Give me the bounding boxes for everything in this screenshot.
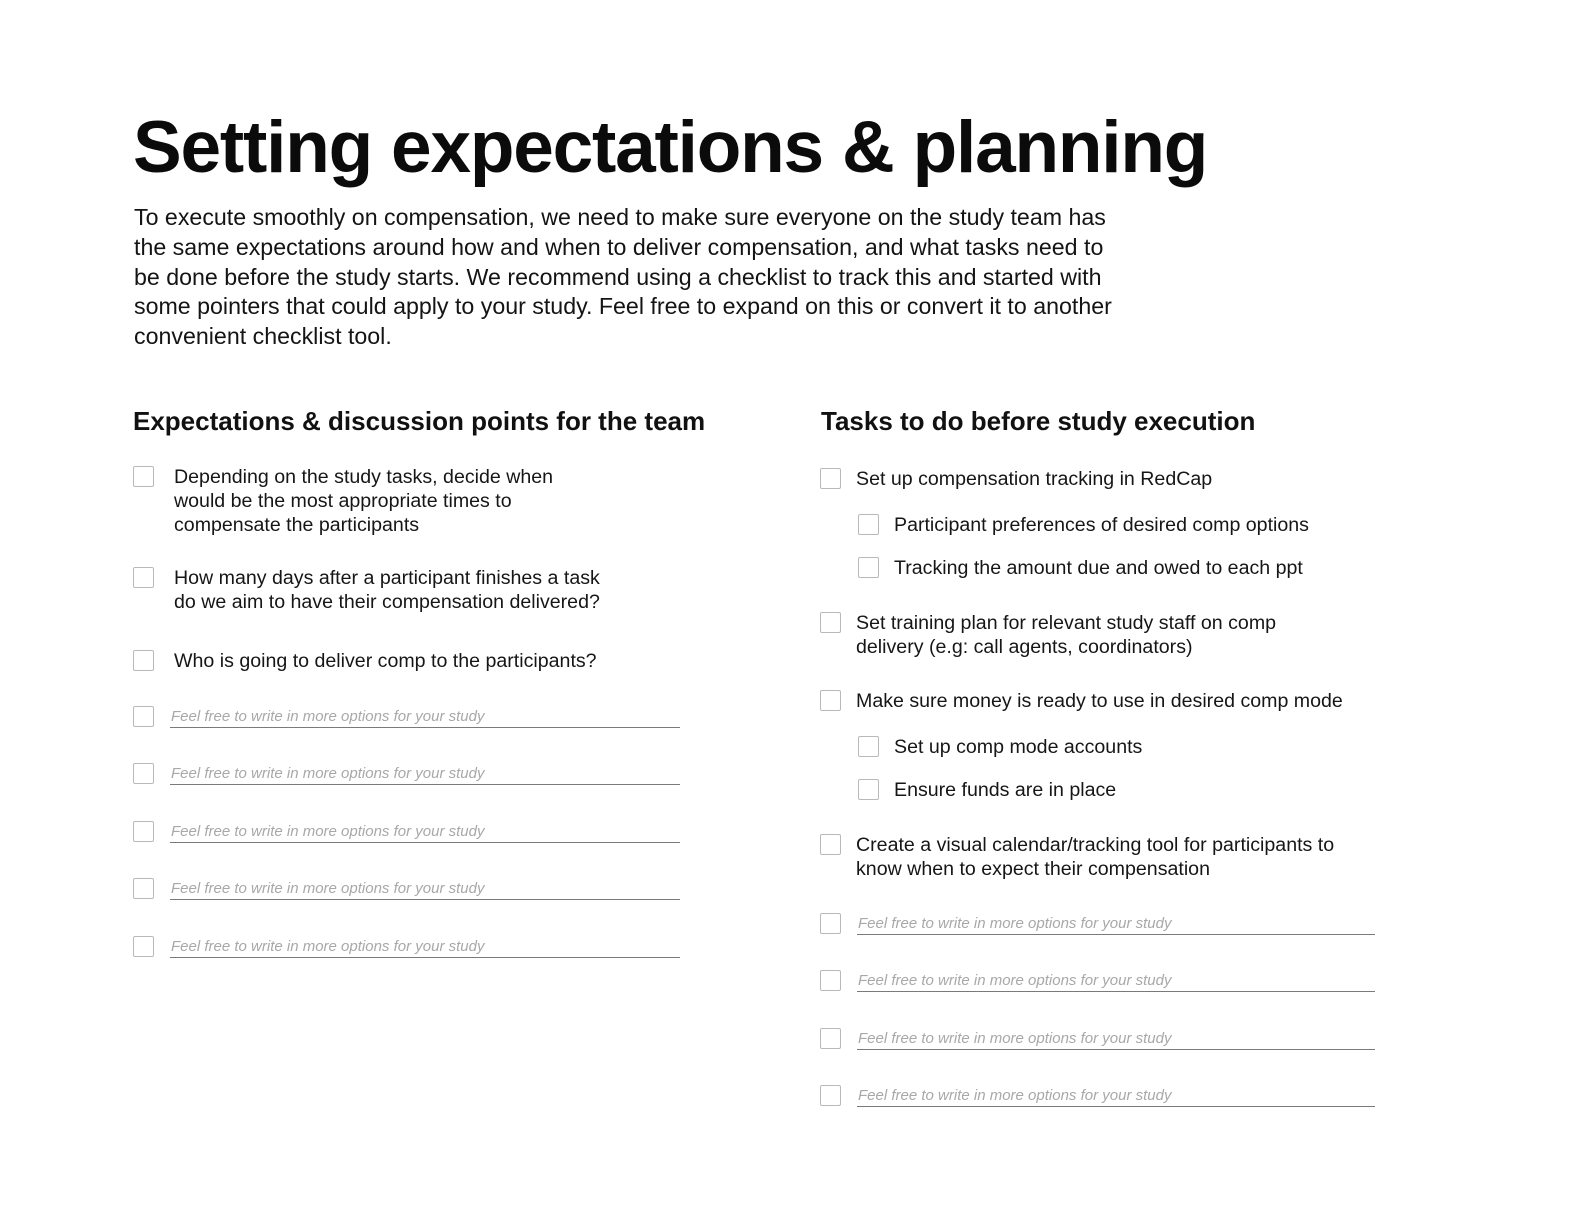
checkbox[interactable] — [820, 468, 841, 489]
label-line: would be the most appropriate times to — [174, 490, 512, 512]
write-in-field[interactable]: Feel free to write in more options for your study — [170, 938, 680, 958]
intro-line: the same expectations around how and when to deliver compensation, and what tasks need to — [134, 233, 1104, 260]
checklist-item-label — [856, 611, 1276, 659]
write-in-field[interactable]: Feel free to write in more options for your study — [857, 915, 1375, 935]
label-line: Set training plan for relevant study staff on comp — [856, 612, 1277, 634]
checklist-item-label: Make sure money is ready to use in desired comp mode — [856, 690, 1343, 712]
checklist-item-label: Set up compensation tracking in RedCap — [856, 468, 1213, 490]
intro-line: convenient checklist tool. — [134, 323, 392, 350]
label-line: How many days after a participant finishes a task — [174, 567, 600, 589]
write-in-field[interactable]: Feel free to write in more options for your study — [170, 823, 680, 843]
intro-line: To execute smoothly on compensation, we need to make sure everyone on the study team has — [134, 204, 1106, 230]
write-in-field[interactable]: Feel free to write in more options for your study — [857, 1087, 1375, 1107]
checkbox[interactable] — [820, 612, 841, 633]
checklist-item-label: Who is going to deliver comp to the participants? — [174, 650, 597, 672]
write-in-field[interactable]: Feel free to write in more options for your study — [170, 880, 680, 900]
checkbox[interactable] — [133, 763, 154, 784]
label-line: Create a visual calendar/tracking tool for participants to — [856, 834, 1335, 856]
checkbox[interactable] — [820, 834, 841, 855]
intro-paragraph — [134, 203, 1244, 352]
checklist-item-label — [174, 465, 553, 537]
label-line: do we aim to have their compensation delivered? — [174, 591, 600, 613]
label-line: delivery (e.g: call agents, coordinators) — [856, 636, 1193, 658]
checkbox[interactable] — [133, 466, 154, 487]
checkbox[interactable] — [133, 706, 154, 727]
checkbox[interactable] — [858, 736, 879, 757]
checkbox[interactable] — [820, 1085, 841, 1106]
checkbox[interactable] — [133, 878, 154, 899]
checkbox[interactable] — [820, 690, 841, 711]
label-line: Depending on the study tasks, decide when — [174, 466, 554, 488]
tasks-heading: Tasks to do before study execution — [821, 406, 1256, 436]
checkbox[interactable] — [820, 913, 841, 934]
write-in-field[interactable]: Feel free to write in more options for your study — [170, 708, 680, 728]
checkbox[interactable] — [858, 557, 879, 578]
checkbox[interactable] — [133, 936, 154, 957]
checklist-item-label: Participant preferences of desired comp options — [894, 514, 1309, 536]
label-line: know when to expect their compensation — [856, 858, 1210, 880]
checkbox[interactable] — [858, 514, 879, 535]
checkbox[interactable] — [820, 970, 841, 991]
checkbox[interactable] — [820, 1028, 841, 1049]
checklist-item-label: Tracking the amount due and owed to each ppt — [894, 557, 1303, 579]
expectations-heading: Expectations & discussion points for the team — [133, 406, 706, 436]
checklist-item-label: Set up comp mode accounts — [894, 736, 1143, 758]
intro-line: be done before the study starts. We recommend using a checklist to track this and started with — [134, 263, 1102, 290]
checklist-item-label — [174, 566, 600, 614]
intro-line: some pointers that could apply to your study. Feel free to expand on this or convert it to another — [134, 293, 1112, 320]
checkbox[interactable] — [133, 567, 154, 588]
checklist-item-label — [856, 833, 1334, 881]
checkbox[interactable] — [133, 650, 154, 671]
page-title: Setting expectations & planning — [133, 107, 1208, 188]
checklist-item-label: Ensure funds are in place — [894, 779, 1117, 801]
checkbox[interactable] — [858, 779, 879, 800]
checkbox[interactable] — [133, 821, 154, 842]
write-in-field[interactable]: Feel free to write in more options for your study — [857, 1030, 1375, 1050]
write-in-field[interactable]: Feel free to write in more options for your study — [857, 972, 1375, 992]
write-in-field[interactable]: Feel free to write in more options for your study — [170, 765, 680, 785]
label-line: compensate the participants — [174, 514, 420, 536]
